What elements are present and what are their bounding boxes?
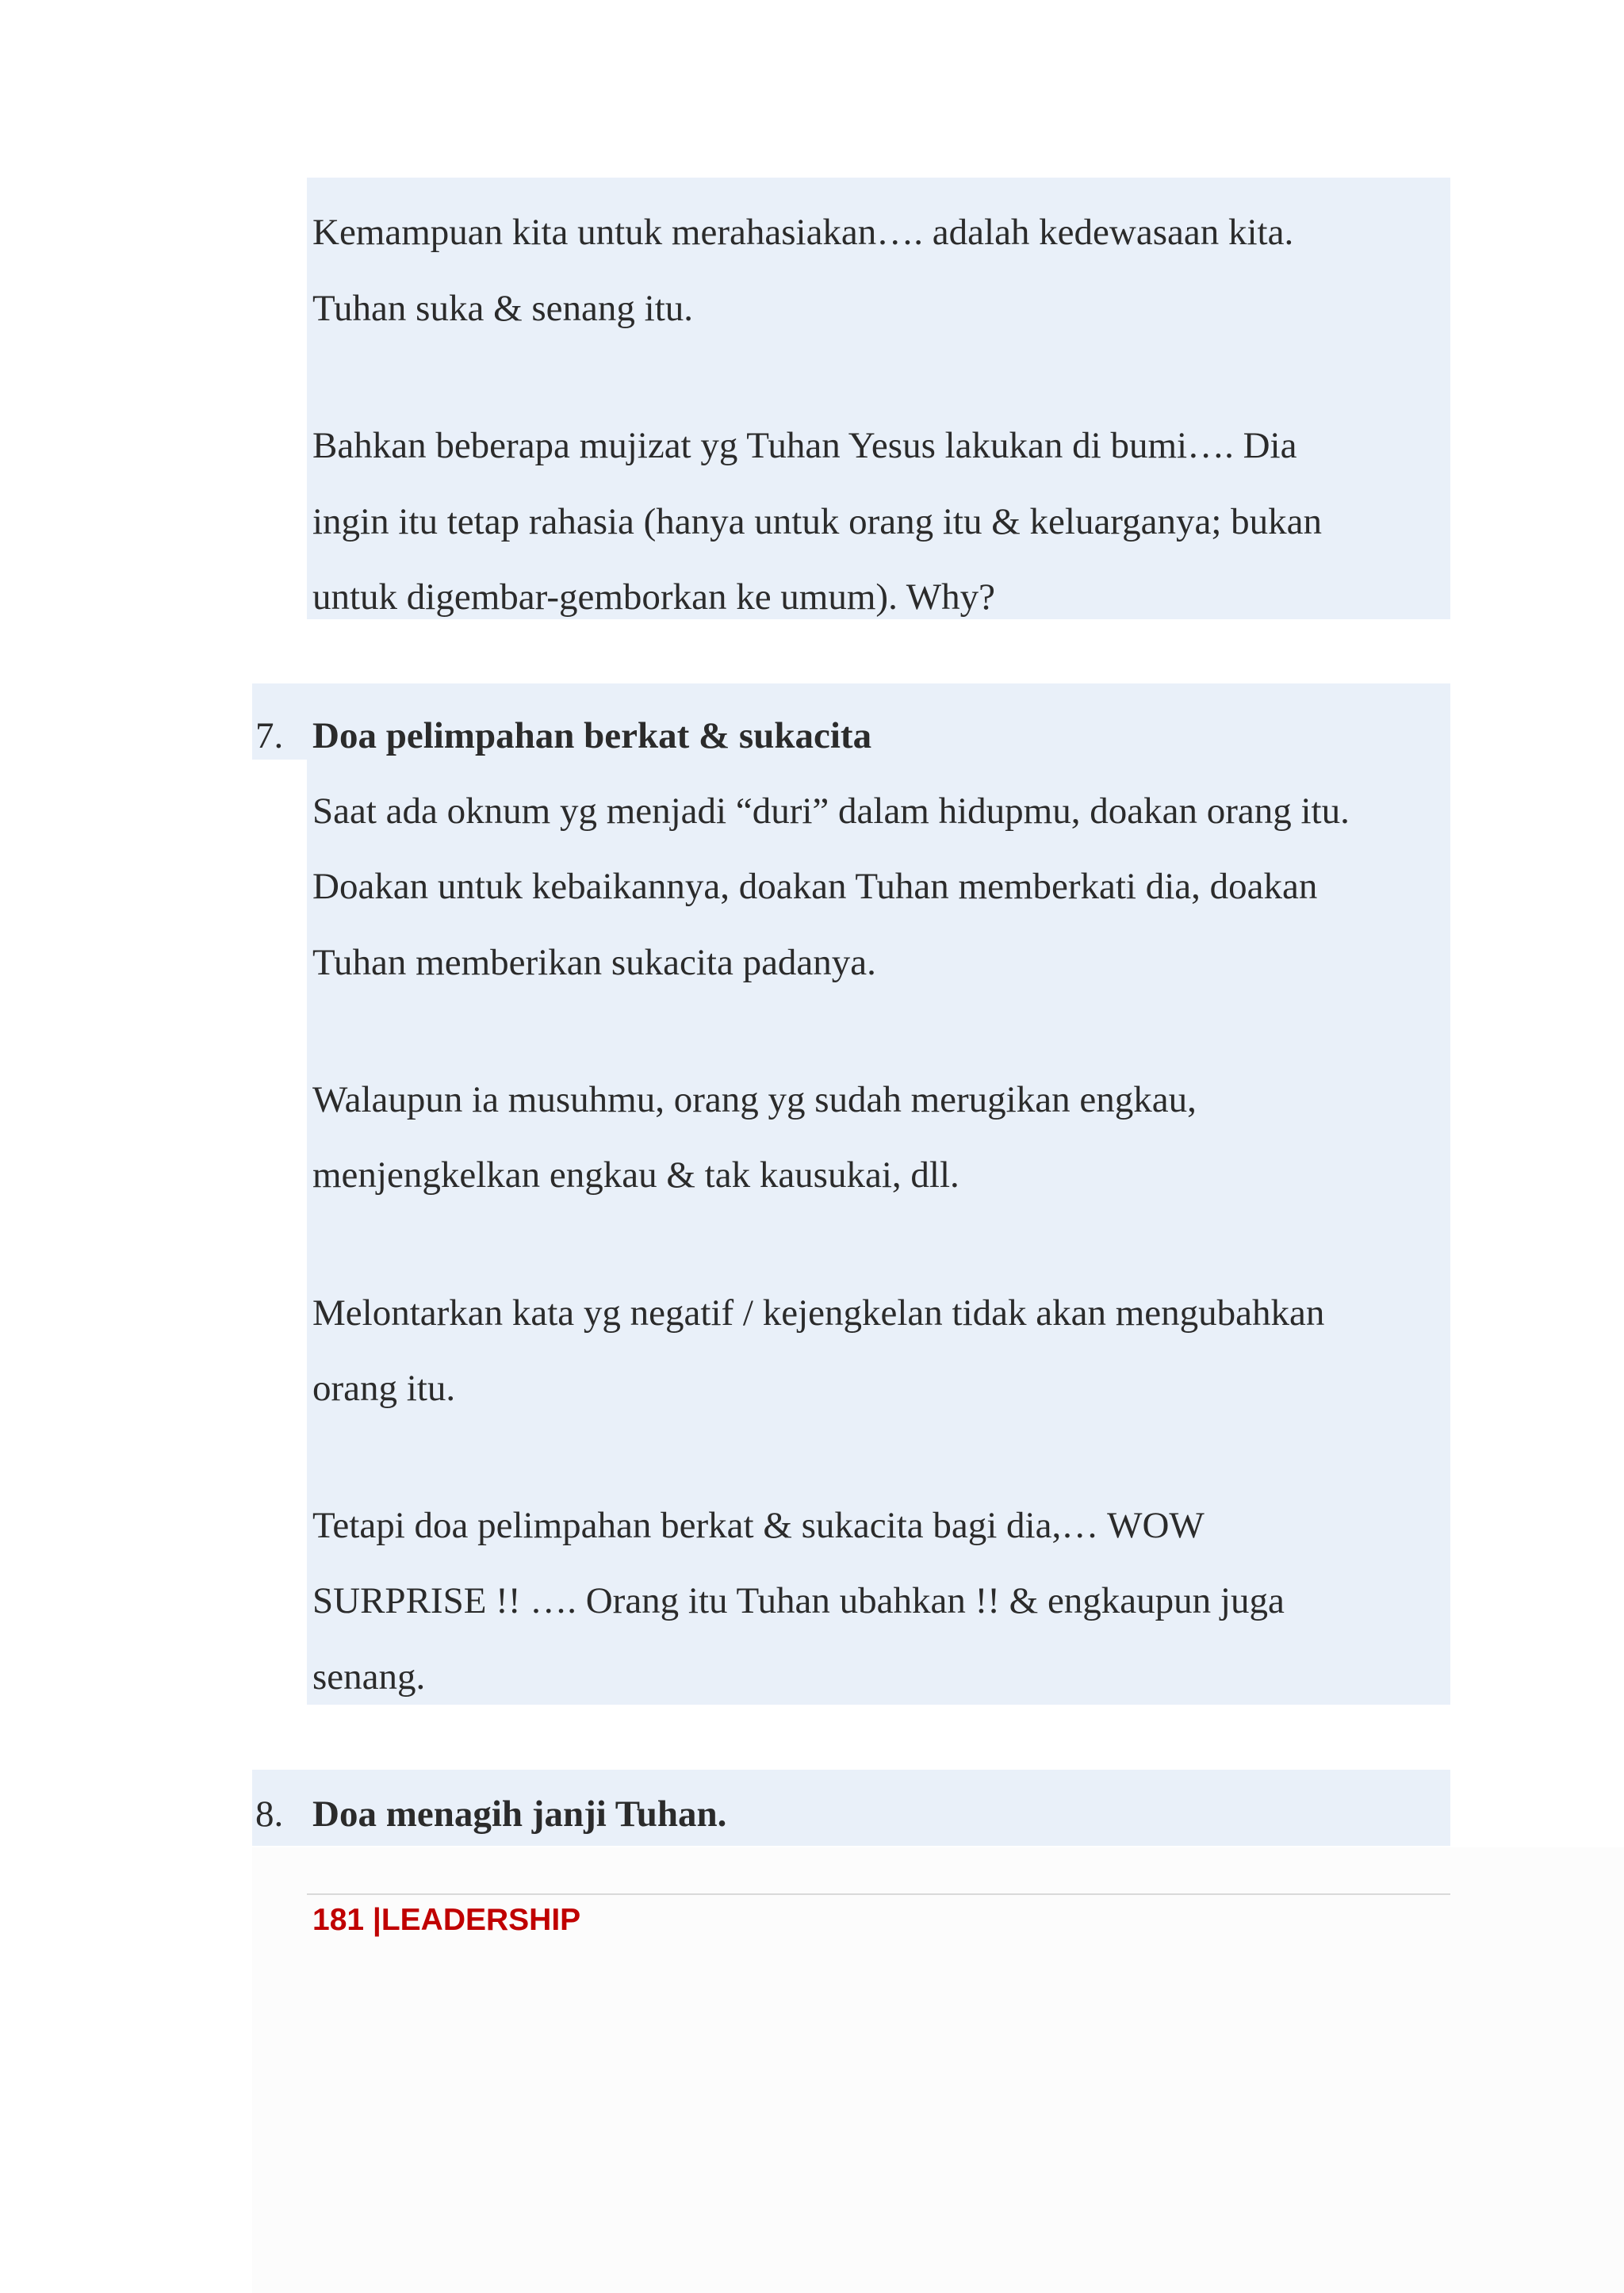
section-6-line: Kemampuan kita untuk merahasiakan…. adalah kedewasaan kita. [312, 212, 1294, 253]
section-7-line: Melontarkan kata yg negatif / kejengkelan tidak akan mengubahkan [312, 1292, 1325, 1334]
section-7-line: orang itu. [312, 1368, 456, 1409]
section-7-line: Saat ada oknum yg menjadi “duri” dalam hidupmu, doakan orang itu. [312, 790, 1350, 832]
section-7-line: Walaupun ia musuhmu, orang yg sudah merugikan engkau, [312, 1079, 1197, 1120]
section-7-line: Doakan untuk kebaikannya, doakan Tuhan memberkati dia, doakan [312, 866, 1318, 907]
section-6-line: Tuhan suka & senang itu. [312, 288, 694, 329]
section-7-margin [252, 760, 307, 1705]
section-7-title: Doa pelimpahan berkat & sukacita [312, 715, 872, 756]
section-7-line: menjengkelkan engkau & tak kausukai, dll. [312, 1154, 959, 1196]
section-7-line: Tuhan memberikan sukacita padanya. [312, 942, 876, 983]
section-7-line: Tetapi doa pelimpahan berkat & sukacita bagi dia,… WOW [312, 1505, 1205, 1546]
page-footer: 181 |LEADERSHIP [312, 1903, 581, 1937]
section-7-line: SURPRISE !! …. Orang itu Tuhan ubahkan !! & engkaupun juga [312, 1580, 1285, 1621]
section-6-line: Bahkan beberapa mujizat yg Tuhan Yesus lakukan di bumi…. Dia [312, 425, 1297, 466]
section-7-number: 7. [255, 715, 284, 756]
section-8-number: 8. [255, 1793, 284, 1835]
section-6-line: untuk digembar-gemborkan ke umum). Why? [312, 576, 995, 618]
section-7-line: senang. [312, 1656, 426, 1698]
section-8-title: Doa menagih janji Tuhan. [312, 1793, 727, 1835]
footer-divider [307, 1893, 1450, 1895]
section-6-line: ingin itu tetap rahasia (hanya untuk orang itu & keluarganya; bukan [312, 501, 1322, 542]
